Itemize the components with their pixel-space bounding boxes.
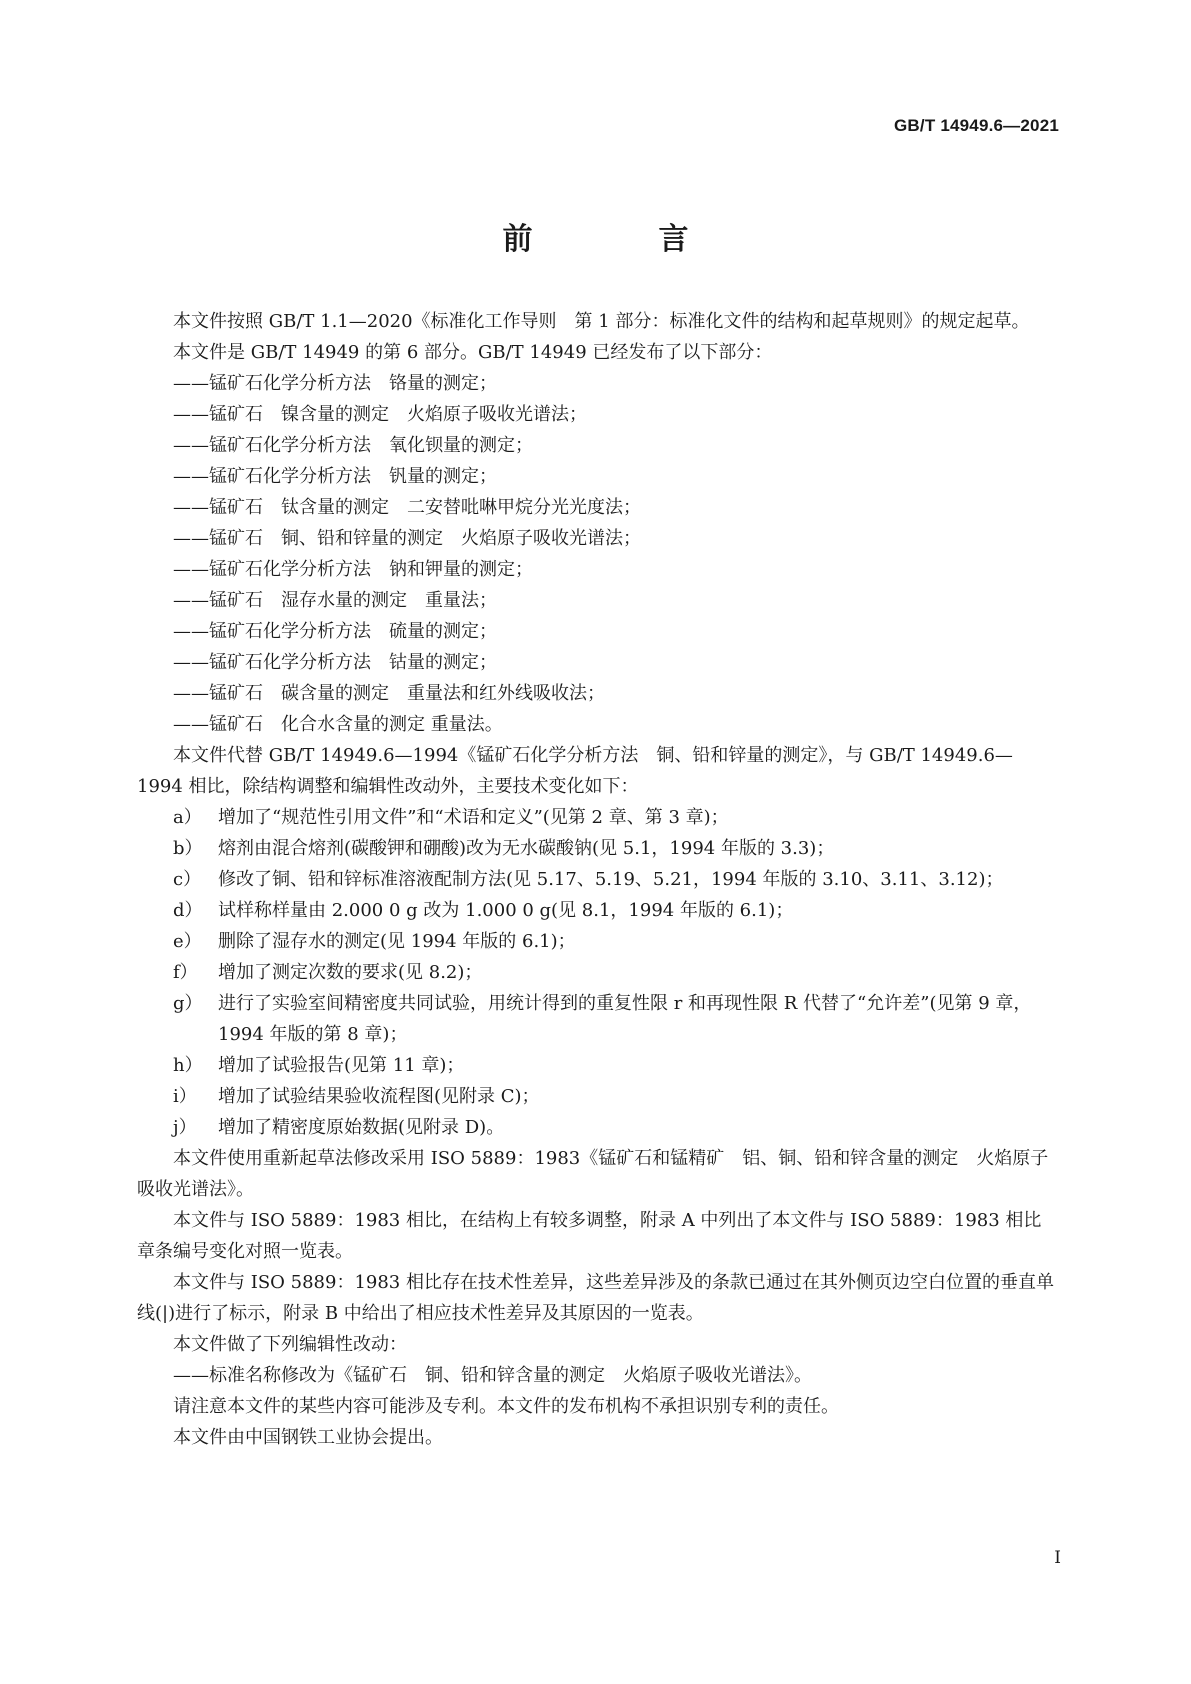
parts-list-item: ——锰矿石化学分析方法 氧化钡量的测定；	[173, 435, 533, 456]
editorial-change-item: ——标准名称修改为《锰矿石 铜、铅和锌含量的测定 火焰原子吸收光谱法》。	[173, 1365, 812, 1386]
parts-list-item: ——锰矿石化学分析方法 钴量的测定；	[173, 652, 497, 673]
change-item-label: g）	[173, 993, 203, 1014]
change-item	[137, 1112, 1057, 1143]
change-item-label: f）	[173, 962, 198, 983]
change-item-label: a）	[173, 807, 202, 828]
parts-list-item: ——锰矿石化学分析方法 钠和钾量的测定；	[173, 559, 533, 580]
change-item	[137, 988, 1057, 1050]
change-item-label: b）	[173, 838, 203, 859]
change-item-text: 试样称样量由 2.000 0 g 改为 1.000 0 g(见 8.1，1994 年版的 6.1)；	[218, 900, 794, 921]
page-number: I	[1054, 1548, 1061, 1568]
change-item-text: 增加了“规范性引用文件”和“术语和定义”(见第 2 章、第 3 章)；	[218, 807, 729, 828]
change-item-label: i）	[173, 1086, 197, 1107]
change-item	[137, 833, 1057, 864]
change-item-text: 修改了铜、铅和锌标准溶液配制方法(见 5.17、5.19、5.21，1994 年版的 3.10、3.11、3.12)；	[218, 869, 1004, 890]
standard-id: GB/T 14949.6—2021	[894, 116, 1059, 135]
parts-list-item: ——锰矿石 镍含量的测定 火焰原子吸收光谱法；	[173, 404, 587, 425]
iso-adoption-paragraph: 本文件使用重新起草法修改采用 ISO 5889：1983《锰矿石和锰精矿 铝、铜、铅和锌含量的测定 火焰原子吸收光谱法》。	[137, 1148, 1049, 1200]
change-item-text: 删除了湿存水的测定(见 1994 年版的 6.1)；	[218, 931, 576, 952]
iso-technical-difference-paragraph: 本文件与 ISO 5889：1983 相比存在技术性差异，这些差异涉及的条款已通过在其外侧页边空白位置的垂直单线(|)进行了标示，附录 B 中给出了相应技术性差异及其原因的一览表。	[137, 1272, 1054, 1324]
change-item-label: e）	[173, 931, 202, 952]
iso-structure-paragraph: 本文件与 ISO 5889：1983 相比，在结构上有较多调整，附录 A 中列出了本文件与 ISO 5889：1983 相比章条编号变化对照一览表。	[137, 1210, 1042, 1262]
technical-changes-list	[137, 802, 1057, 1143]
editorial-changes-intro: 本文件做了下列编辑性改动：	[173, 1334, 407, 1355]
change-item-text: 增加了测定次数的要求(见 8.2)；	[218, 962, 483, 983]
change-item-text: 增加了试验结果验收流程图(见附录 C)；	[218, 1086, 540, 1107]
parts-list-item: ——锰矿石 湿存水量的测定 重量法；	[173, 590, 497, 611]
change-item	[137, 864, 1057, 895]
foreword-body	[137, 306, 1057, 1453]
replacement-paragraph: 本文件代替 GB/T 14949.6—1994《锰矿石化学分析方法 铜、铅和锌量的测定》，与 GB/T 14949.6—1994 相比，除结构调整和编辑性改动外，主要技术变化如下：	[137, 745, 1013, 797]
intro-paragraph-1: 本文件按照 GB/T 1.1—2020《标准化工作导则 第 1 部分：标准化文件的结构和起草规则》的规定起草。	[173, 311, 1030, 332]
parts-list-item: ——锰矿石 碳含量的测定 重量法和红外线吸收法；	[173, 683, 605, 704]
change-item-label: c）	[173, 869, 202, 890]
parts-list-item: ——锰矿石化学分析方法 钒量的测定；	[173, 466, 497, 487]
change-item-text: 增加了精密度原始数据(见附录 D)。	[218, 1117, 505, 1138]
change-item	[137, 1081, 1057, 1112]
parts-list-item: ——锰矿石 铜、铅和锌量的测定 火焰原子吸收光谱法；	[173, 528, 641, 549]
change-item-text: 进行了实验室间精密度共同试验，用统计得到的重复性限 r 和再现性限 R 代替了“允许差”(见第 9 章，1994 年版的第 8 章)；	[218, 993, 1032, 1045]
intro-paragraph-2: 本文件是 GB/T 14949 的第 6 部分。GB/T 14949 已经发布了以下部分：	[173, 342, 773, 363]
change-item	[137, 802, 1057, 833]
proposer-statement: 本文件由中国钢铁工业协会提出。	[173, 1427, 443, 1448]
parts-list-item: ——锰矿石化学分析方法 硫量的测定；	[173, 621, 497, 642]
parts-list-item: ——锰矿石 钛含量的测定 二安替吡啉甲烷分光光度法；	[173, 497, 641, 518]
parts-list	[137, 368, 1057, 740]
parts-list-item: ——锰矿石 化合水含量的测定 重量法。	[173, 714, 503, 735]
change-item-label: j）	[173, 1117, 197, 1138]
change-item	[137, 895, 1057, 926]
change-item	[137, 1050, 1057, 1081]
change-item	[137, 926, 1057, 957]
parts-list-item: ——锰矿石化学分析方法 铬量的测定；	[173, 373, 497, 394]
patent-notice: 请注意本文件的某些内容可能涉及专利。本文件的发布机构不承担识别专利的责任。	[173, 1396, 839, 1417]
change-item-text: 熔剂由混合熔剂(碳酸钾和硼酸)改为无水碳酸钠(见 5.1，1994 年版的 3.3)；	[218, 838, 835, 859]
page-title: 前 言	[502, 222, 737, 257]
change-item-label: h）	[173, 1055, 203, 1076]
change-item-text: 增加了试验报告(见第 11 章)；	[218, 1055, 465, 1076]
change-item	[137, 957, 1057, 988]
change-item-label: d）	[173, 900, 203, 921]
